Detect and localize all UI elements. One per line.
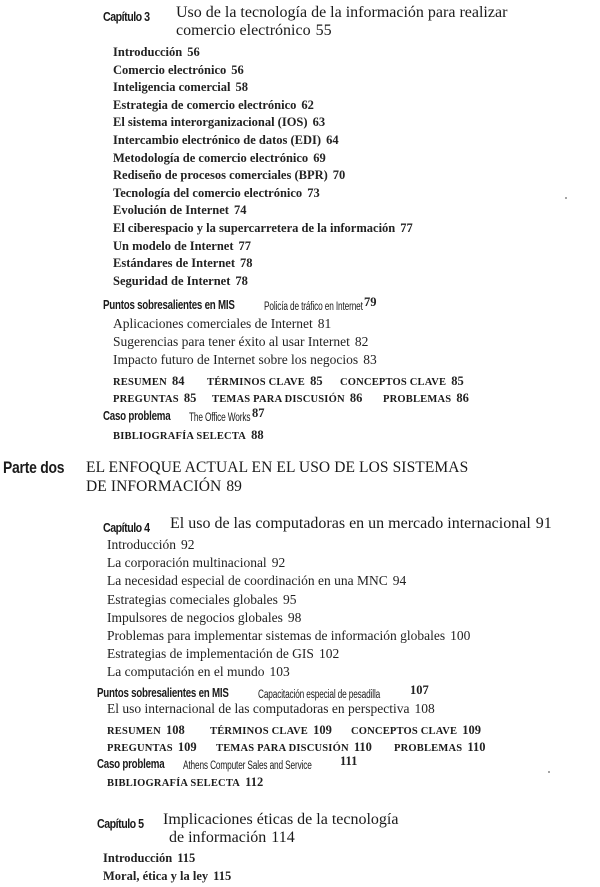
scan-speck [565,197,567,199]
toc-entry-page: 115 [213,869,232,883]
toc-entry [113,239,251,254]
review-problemas-page: 110 [467,740,486,754]
chapter-3-review-problemas [383,387,469,406]
toc-entry-page: 95 [282,591,297,607]
toc-entry-text: Sugerencias para tener éxito al usar Internet [113,334,350,349]
review-temas-page: 110 [353,740,372,754]
toc-entry [113,115,325,130]
toc-entry-text: Rediseño de procesos comerciales (BPR) [113,168,328,183]
toc-entry-page: 92 [180,537,195,552]
toc-entry-text: Intercambio electrónico de datos (EDI) [113,133,322,147]
toc-entry [113,316,331,332]
toc-entry-page: 58 [235,80,248,95]
toc-entry-text: El ciberespacio y la supercarretera de la información [113,221,396,235]
chapter-3-highlight [103,294,272,313]
toc-entry-page: 94 [392,573,407,589]
review-problemas: PROBLEMAS [383,394,452,405]
toc-entry-text: El sistema interorganizacional (IOS) [113,115,308,130]
review-conceptos: CONCEPTOS CLAVE [351,726,458,737]
highlight-title: Policía de tráfico en Internet [264,301,363,313]
chapter-title-line1: Uso de la tecnología de la información para realizar [176,4,508,21]
toc-entry [113,45,200,60]
toc-entry-page: 82 [354,334,369,349]
toc-entry-page: 56 [187,45,200,59]
case-label: Caso problema [103,409,171,423]
part-title-line1: EL ENFOQUE ACTUAL EN EL USO DE LOS SISTEMAS [86,459,469,476]
chapter-3-highlight-title [264,295,401,314]
biblio-label: BIBLIOGRAFÍA SELECTA [113,431,247,442]
chapter-page: 55 [315,22,332,39]
toc-entry-text: Introducción [107,537,176,552]
highlight-label: Puntos sobresalientes en MIS [97,686,229,700]
toc-entry-page: 98 [287,609,302,625]
chapter-3-title [176,4,507,40]
biblio-page: 112 [245,775,264,789]
case-title: The Office Works [189,412,251,424]
part-two-title [86,458,468,496]
toc-entry-page: 77 [400,221,413,235]
toc-entry-text: Seguridad de Internet [113,273,231,288]
toc-entry [107,646,339,662]
toc-entry-page: 100 [450,628,471,643]
review-terminos: TÉRMINOS CLAVE [210,726,309,737]
chapter-3-case-page [252,406,265,421]
toc-entry-text: La computación en el mundo [107,664,265,680]
toc-entry [113,334,368,350]
review-resumen: RESUMEN [107,726,161,737]
toc-entry [113,203,246,218]
toc-entry-page: 115 [177,851,196,865]
chapter-4-case [97,753,183,772]
toc-entry [113,186,320,201]
toc-entry [113,168,345,183]
chapter-3-review-preguntas [113,387,196,406]
review-preguntas-page: 85 [183,391,197,405]
chapter-3-biblio [113,424,264,443]
toc-entry-page: 62 [301,97,314,112]
review-resumen-page: 84 [172,374,185,388]
toc-entry [107,555,285,571]
toc-entry-page: 73 [307,185,320,200]
chapter-3-review-temas [212,387,362,406]
review-resumen: RESUMEN [113,377,167,388]
toc-entry-page: 78 [235,273,248,288]
toc-entry-text: Comercio electrónico [113,62,227,77]
toc-entry [113,98,314,113]
case-title: Athens Computer Sales and Service [183,760,312,772]
review-preguntas: PREGUNTAS [113,394,179,405]
scan-speck [548,771,550,773]
chapter-label: Capítulo 5 [97,816,144,831]
toc-entry-text: Impacto futuro de Internet sobre los negocios [113,352,359,367]
toc-entry-text: La necesidad especial de coordinación en una MNC [107,573,388,589]
toc-entry-page: 64 [326,133,339,147]
chapter-3-heading [103,6,160,25]
chapter-page: 114 [271,829,295,846]
chapter-4-heading [103,517,160,536]
case-label: Caso problema [97,757,165,771]
chapter-title-line2: de información [169,829,267,846]
toc-entry-text: Estrategia de comercio electrónico [113,97,297,112]
review-temas-page: 86 [349,391,363,405]
chapter-3-highlight-page [364,295,377,310]
toc-entry [107,664,290,680]
toc-entry [107,610,301,626]
chapter-page: 91 [535,515,552,532]
part-page: 89 [226,478,243,495]
review-preguntas: PREGUNTAS [107,743,173,754]
toc-entry [103,851,195,866]
part-label: Parte dos [3,458,65,477]
part-title-line2-wrap [86,477,468,496]
chapter-title-line1: Implicaciones éticas de la tecnología [163,811,399,828]
chapter-4-case-page [340,754,357,769]
review-conceptos: CONCEPTOS CLAVE [340,377,447,388]
review-resumen-page: 108 [166,723,185,737]
review-temas: TEMAS PARA DISCUSIÓN [216,743,349,754]
chapter-5-title [163,811,398,847]
chapter-4-review-problemas [394,736,485,755]
chapter-title-line2-wrap [176,22,507,40]
toc-entry-text: Introducción [103,851,173,865]
toc-entry-page: 56 [231,62,244,77]
toc-entry-page: 74 [233,203,247,218]
toc-entry [113,133,339,148]
review-preguntas-page: 109 [177,740,197,754]
review-conceptos-page: 85 [451,374,464,388]
review-terminos: TÉRMINOS CLAVE [207,377,306,388]
part-title-line2: DE INFORMACIÓN [86,478,222,495]
toc-entry-page: 103 [269,664,290,680]
toc-entry-page: 69 [313,150,326,165]
toc-entry [113,221,413,236]
chapter-label: Capítulo 3 [103,9,150,24]
highlight-title: Capacitación especial de pesadilla [258,689,381,701]
toc-entry [107,701,435,717]
toc-entry-text: Estrategias de implementación de GIS [107,646,314,662]
toc-entry-text: Aplicaciones comerciales de Internet [113,316,313,331]
toc-entry-text: Evolución de Internet [113,203,229,218]
toc-entry-text: La corporación multinacional [107,555,267,571]
toc-entry [107,573,406,589]
toc-entry [113,80,248,95]
review-terminos-page: 109 [313,723,332,737]
toc-entry [107,592,296,608]
toc-entry [107,537,194,553]
toc-entry [113,256,253,271]
biblio-page: 88 [251,428,264,442]
part-two-heading [3,458,78,478]
toc-entry-text: Un modelo de Internet [113,238,234,253]
toc-entry-text: Moral, ética y la ley [103,869,209,883]
chapter-5-heading [97,813,154,832]
highlight-label: Puntos sobresalientes en MIS [103,298,235,312]
toc-entry-page: 83 [363,352,377,367]
chapter-4-biblio [107,771,263,790]
chapter-title: El uso de las computadoras en un mercado internacional [170,515,531,532]
toc-entry-page: 108 [414,701,435,716]
toc-entry-page: 81 [317,316,332,331]
chapter-4-review-temas [216,736,372,755]
chapter-4-highlight-page [410,683,429,698]
chapter-title-line2: comercio electrónico [176,22,311,39]
highlight-page: 79 [364,295,377,309]
toc-entry [103,869,231,884]
review-problemas-page: 86 [456,391,469,405]
chapter-4-highlight-title [258,683,428,702]
case-page: 111 [340,754,358,768]
case-page: 87 [252,406,265,420]
toc-entry-text: Impulsores de negocios globales [107,609,283,625]
toc-entry-text: El uso internacional de las computadoras en perspectiva [107,701,410,716]
toc-entry [113,151,326,166]
review-terminos-page: 85 [310,374,323,388]
chapter-3-case [103,405,189,424]
toc-entry [113,274,248,289]
toc-entry-text: Problemas para implementar sistemas de información globales [107,628,446,643]
toc-entry-text: Metodología de comercio electrónico [113,150,309,165]
toc-entry [107,628,470,644]
toc-entry-text: Tecnología del comercio electrónico [113,185,303,200]
toc-entry-page: 77 [238,238,251,253]
review-problemas: PROBLEMAS [394,743,463,754]
toc-entry-text: Estándares de Internet [113,256,235,271]
toc-entry-page: 78 [240,256,253,271]
chapter-4-title [170,515,552,533]
toc-entry-page: 70 [332,168,346,183]
toc-entry-text: Inteligencia comercial [113,80,231,95]
chapter-title-line2-wrap [163,829,398,847]
toc-entry [113,63,244,78]
chapter-label: Capítulo 4 [103,520,150,535]
biblio-label: BIBLIOGRAFÍA SELECTA [107,778,241,789]
toc-entry [113,352,377,368]
toc-entry-page: 63 [312,115,326,130]
toc-entry-text: Estrategias comeciales globales [107,591,278,607]
chapter-4-highlight [97,682,266,701]
toc-entry-text: Introducción [113,45,183,59]
highlight-page: 107 [410,683,429,697]
toc-entry-page: 102 [318,646,340,662]
review-temas: TEMAS PARA DISCUSIÓN [212,394,345,405]
review-conceptos-page: 109 [462,723,482,737]
toc-entry-page: 92 [271,555,286,571]
